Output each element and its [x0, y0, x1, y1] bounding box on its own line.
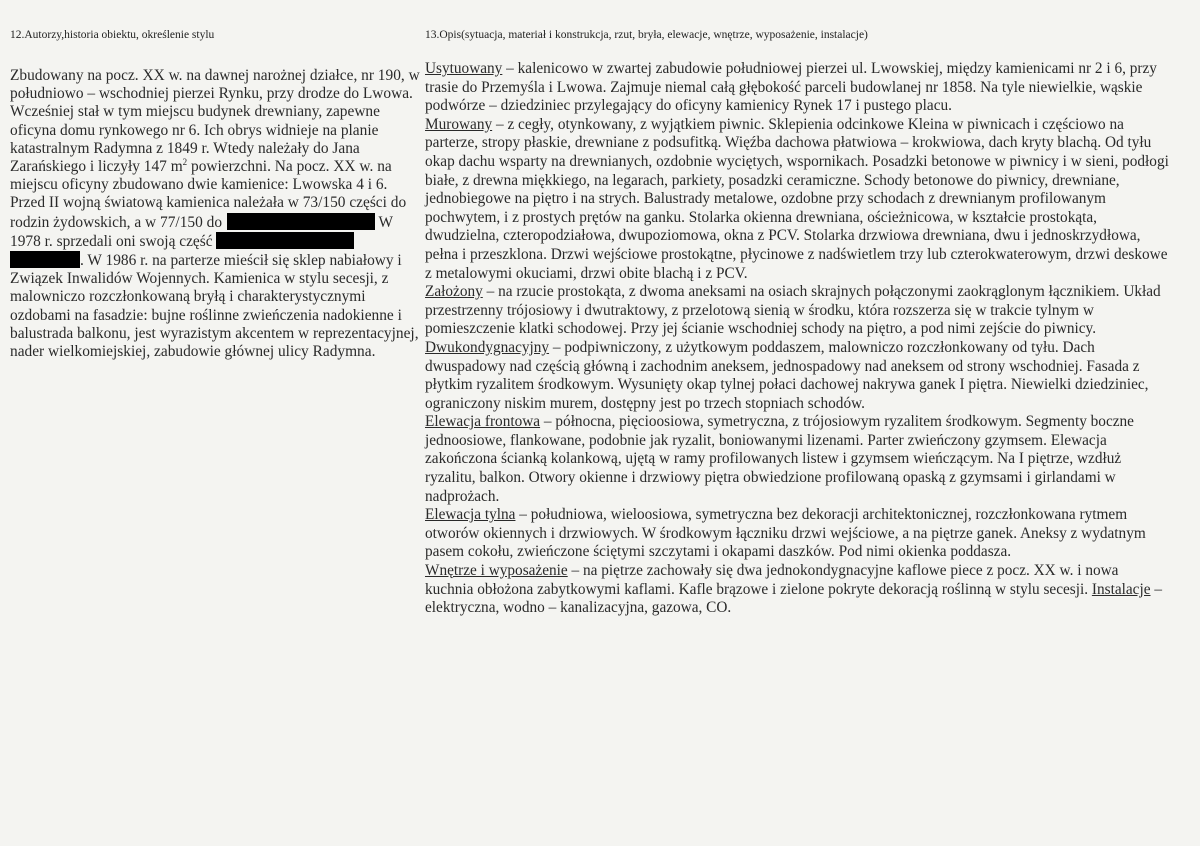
- term-location: Usytuowany: [425, 60, 503, 77]
- history-text-part-1: Zbudowany na pocz. XX w. na dawnej narożnej działce, nr 190, w południowo – wschodniej pierzei Rynku, przy drodze do Lwowa. Wcześniej stał w tym miejscu budynek drewniany, zapewne oficyna domu rynkowego nr 6. Ich obrys widnieje na planie katastralnym Radymna z 1849 r. Wtedy należały do Jana Zarańskiego i liczyły 147 m: [10, 67, 420, 176]
- term-installations: Instalacje: [1091, 580, 1151, 598]
- term-interior: Wnętrze i wyposażenie: [425, 562, 568, 580]
- section-front-elevation: [425, 413, 1170, 506]
- text-interior: – na piętrze zachowały się dwa jednokondygnacyjne kaflowe piece z pocz. XX w. i nowa kuchnia obłożona zabytkowymi kaflami. Kafle brązowe i zielone pokryte dekoracją roślinną w stylu secesji.: [425, 562, 1119, 598]
- section-rear-elevation: [425, 506, 1170, 562]
- description-column: [425, 28, 1170, 618]
- square-meter-superscript: 2: [182, 156, 188, 167]
- term-rear-elevation: Elewacja tylna: [425, 506, 516, 524]
- text-massing: – podpiwniczony, z użytkowym poddaszem, malowniczo rozczłonkowany od tyłu. Dach dwuspadowy nad częścią główną i zachodnim aneksem, jednospadowy nad aneksem od strony wschodniej. Fasada z płytkim ryzalitem środkowym. Wysunięty okap tylnej połaci dachowej nakrywa ganek I piętra. Niewielki dziedziniec, ograniczony niskim murem, dostępny jest po trzech stopniach schodów.: [425, 338, 1149, 412]
- redaction-block: [216, 232, 354, 249]
- text-plan: – na rzucie prostokąta, z dwoma aneksami na osiach skrajnych połączonymi zaokrąglonym łącznikiem. Układ przestrzenny trójosiowy i dwutraktowy, z przelotową sienią w środku, która rozszerza się w trakcie tylnym w pomieszczenie klatki schodowej. Przy jej ścianie wschodniej schody na piętro, a pod nimi zejście do piwnicy.: [425, 283, 1161, 338]
- text-front-elevation: – północna, pięcioosiowa, symetryczna, z trójosiowym ryzalitem środkowym. Segmenty boczne jednoosiowe, flankowane, podobnie jak ryzalit, boniowanymi lizenami. Parter zwieńczony gzymsem. Elewacja zakończona ścianką kolankową, ujętą w ramy profilowanych listew i gzymsem wieńczącym. Na I piętrze, wzdłuż ryzalitu, balkon. Otwory okienne i drzwiowy piętra obwiedzione profilowaną opaską z gzymsami i girlandami w nadprożach.: [425, 413, 1134, 505]
- history-text-part-3: W 1978 r. sprzedali oni swoją część: [10, 213, 393, 250]
- history-text: [10, 67, 422, 361]
- term-plan: Założony: [425, 283, 483, 301]
- history-column: [10, 28, 422, 361]
- section-plan: [425, 283, 1170, 339]
- redaction-block: [10, 251, 80, 268]
- history-heading: 12.Autorzy,historia obiektu, określenie stylu: [10, 29, 215, 41]
- text-construction: – z cegły, otynkowany, z wyjątkiem piwnic. Sklepienia odcinkowe Kleina w piwnicach i częściowo na parterze, stropy płaskie, drewniane z podsufitką. Więźba dachowa płatwiowa – krokwiowa, dach kryty blachą. Od tyłu okap dachu wsparty na drewnianych, ozdobnie wyciętych, wspornikach. Posadzki betonowe w piwnicy i w sieni, podłogi białe, z drewna miękkiego, na legarach, parkiety, posadzki ceramiczne. Schody betonowe do piwnicy, drewniane, jednobiegowe na piętro i na strych. Balustrady metalowe, ozdobne przy schodach z drewnianym profilowanym pochwytem, i z prostych prętów na ganku. Stolarka okienna drewniana, ościeżnicowa, w kształcie prostokąta, dwudzielna, czteropodziałowa, dwupoziomowa, okna z PCV. Stolarka drzwiowa drewniana, dwu i jednoskrzydłowa, pełna i przeszklona. Drzwi wejściowe prostokątne, płycinowe z nadświetlem trzy lub czterokwaterowym, drzwi deskowe z metalowymi okuciami, drzwi obite blachą i z PCV.: [425, 115, 1169, 282]
- text-installations: – elektryczna, wodno – kanalizacyjna, gazowa, CO.: [425, 580, 1162, 617]
- description-heading: 13.Opis(sytuacja, materiał i konstrukcja, rzut, bryła, elewacje, wnętrze, wyposażenie, instalacje): [425, 29, 868, 41]
- redaction-block: [227, 213, 375, 230]
- term-front-elevation: Elewacja frontowa: [425, 413, 541, 431]
- term-construction: Murowany: [425, 115, 493, 133]
- history-text-part-4: . W 1986 r. na parterze mieścił się sklep nabiałowy i Związek Inwalidów Wojennych. Kamienica w stylu secesji, z malowniczo rozczłonkowaną bryłą i charakterystycznymi ozdobami na fasadzie: bujne roślinne zwieńczenia nadokienne i balustrada balkonu, jest wyrazistym akcentem w reprezentacyjnej, nader wielkomiejskiej, zabudowie głównej ulicy Radymna.: [10, 252, 419, 361]
- section-construction: [425, 116, 1170, 283]
- history-text-part-2: powierzchni. Na pocz. XX w. na miejscu oficyny zbudowano dwie kamienice: Lwowska 4 i 6. Przed II wojną światową kamienica należała w 73/150 części do rodzin żydowskich, a w 77/150 do: [10, 158, 407, 231]
- section-interior: [425, 562, 1170, 618]
- description-text: [425, 60, 1170, 618]
- section-massing: [425, 339, 1170, 413]
- text-location: – kalenicowo w zwartej zabudowie południowej pierzei ul. Lwowskiej, między kamienicami nr 2 i 6, przy trasie do Przemyśla i Lwowa. Zajmuje niemal całą głębokość parceli budowlanej nr 1858. Na tyle niewielkie, wąskie podwórze – dziedziniec przylegający do oficyny kamienicy Rynek 17 i pustego placu.: [425, 60, 1157, 115]
- text-rear-elevation: – południowa, wieloosiowa, symetryczna bez dekoracji architektonicznej, rozczłonkowana rytmem otworów okiennych i drzwiowych. W środkowym łączniku drzwi wejściowe, a na piętrze ganek. Aneksy z wydatnym pasem cokołu, zwieńczone ściętymi szczytami i okapami daszków. Pod nimi okienka poddasza.: [425, 506, 1146, 561]
- term-massing: Dwukondygnacyjny: [425, 338, 550, 356]
- section-location: [425, 60, 1170, 116]
